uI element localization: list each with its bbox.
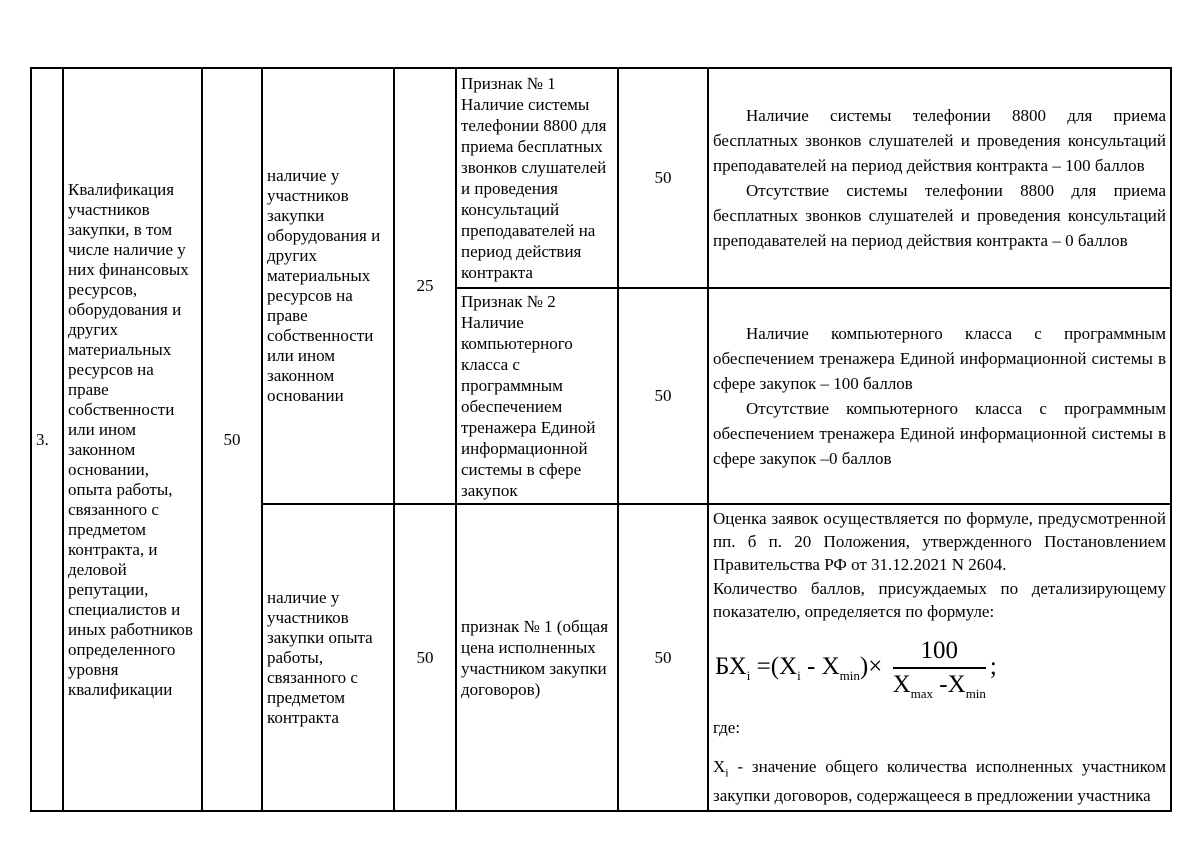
formula-numerator: 100 — [893, 637, 986, 669]
score-formula — [715, 637, 1166, 700]
subcriterion-2-weight: 50 — [416, 647, 434, 667]
formula-denominator: $X_{max}$ $-X_{min}$ — [892, 671, 986, 701]
formula-tail: ; — [989, 653, 997, 681]
criterion-weight-cell — [202, 68, 262, 811]
row-number: 3. — [36, 429, 49, 449]
feature-3-cell — [456, 504, 618, 811]
criterion-text: Квалификация участников закупки, в том числе наличие у них финансовых ресурсов, оборудования и других материальных ресурсов на праве собственности или ином законном основании, опыта работы, связанного с предметом контракта, и деловой репутации, специалистов и иных работников определенного уровня квалификации — [68, 179, 193, 699]
formula-t3: )× — [859, 653, 889, 681]
formula-lhs: БХ — [715, 653, 747, 681]
subcriterion-2-cell — [262, 504, 394, 811]
formula-lhs-sub: i — [746, 668, 751, 684]
feature-2-cell — [456, 288, 618, 504]
subcriterion-2-weight-cell — [394, 504, 456, 811]
subcriterion-1-weight-cell — [394, 68, 456, 504]
feature-1-title: Признак № 1 — [461, 74, 556, 93]
feature-2-body: Наличие компьютерного класса с программным обеспечением тренажера Единой информационной системы в сфере закупок — [461, 313, 596, 500]
row-number-cell — [31, 68, 63, 811]
subcriterion-2-text: наличие у участников закупки опыта работы, связанного с предметом контракта — [267, 587, 373, 727]
table-row — [31, 68, 1171, 288]
feature-2-weight-cell — [618, 288, 708, 504]
x-definition: $Х_i$ - значение общего количества исполненных участником закупки договоров, содержащееся в предложении участника — [713, 757, 1166, 806]
subcriterion-1-weight: 25 — [416, 276, 434, 295]
where-label: где: — [713, 718, 741, 737]
criterion-cell — [63, 68, 202, 811]
feature-2-scoring-cell — [708, 288, 1171, 504]
formula-fraction — [893, 637, 986, 700]
feature-3-weight: 50 — [654, 647, 672, 667]
evaluation-method-cell — [708, 504, 1171, 811]
formula-t1-sub: i — [797, 668, 801, 684]
feature-1-weight-cell — [618, 68, 708, 288]
subcriterion-1-text: наличие у участников закупки оборудования и других материальных ресурсов на праве собственности или ином законном основании — [267, 166, 381, 405]
criterion-weight: 50 — [223, 429, 241, 449]
feature-2-title: Признак № 2 — [461, 292, 556, 311]
feature-3-weight-cell — [618, 504, 708, 811]
formula-t2-sub: min — [839, 668, 860, 684]
feature-1-body: Наличие системы телефонии 8800 для приема бесплатных звонков слушателей и проведения консультаций преподавателей на период действия контракта — [461, 95, 607, 282]
evaluation-criteria-table — [30, 67, 1172, 812]
feature-2-scoring-para2: Отсутствие компьютерного класса с программным обеспечением тренажера Единой информационной системы в сфере закупок –0 баллов — [713, 399, 1166, 468]
evaluation-para1: Оценка заявок осуществляется по формуле, предусмотренной пп. б п. 20 Положения, утвержденного Постановлением Правительства РФ от 31.12.2021 N 2604. — [713, 509, 1166, 574]
feature-1-scoring-cell — [708, 68, 1171, 288]
subcriterion-1-cell — [262, 68, 394, 504]
feature-1-cell — [456, 68, 618, 288]
formula-t1: =(X — [750, 653, 798, 681]
evaluation-para2: Количество баллов, присуждаемых по детализирующему показателю, определяется по формуле: — [713, 579, 1166, 621]
formula-t2: - X — [800, 653, 840, 681]
feature-1-weight: 50 — [654, 168, 672, 187]
feature-1-scoring-para1: Наличие системы телефонии 8800 для приема бесплатных звонков слушателей и проведения консультаций преподавателей на период действия контракта – 100 баллов — [713, 106, 1166, 175]
feature-2-scoring-para1: Наличие компьютерного класса с программным обеспечением тренажера Единой информационной системы в сфере закупок – 100 баллов — [713, 324, 1166, 393]
feature-2-weight: 50 — [654, 386, 672, 405]
feature-1-scoring-para2: Отсутствие системы телефонии 8800 для приема бесплатных звонков слушателей и проведения консультаций преподавателей на период действия контракта – 0 баллов — [713, 181, 1166, 250]
feature-3-body: признак № 1 (общая цена исполненных участником закупки договоров) — [461, 616, 609, 699]
